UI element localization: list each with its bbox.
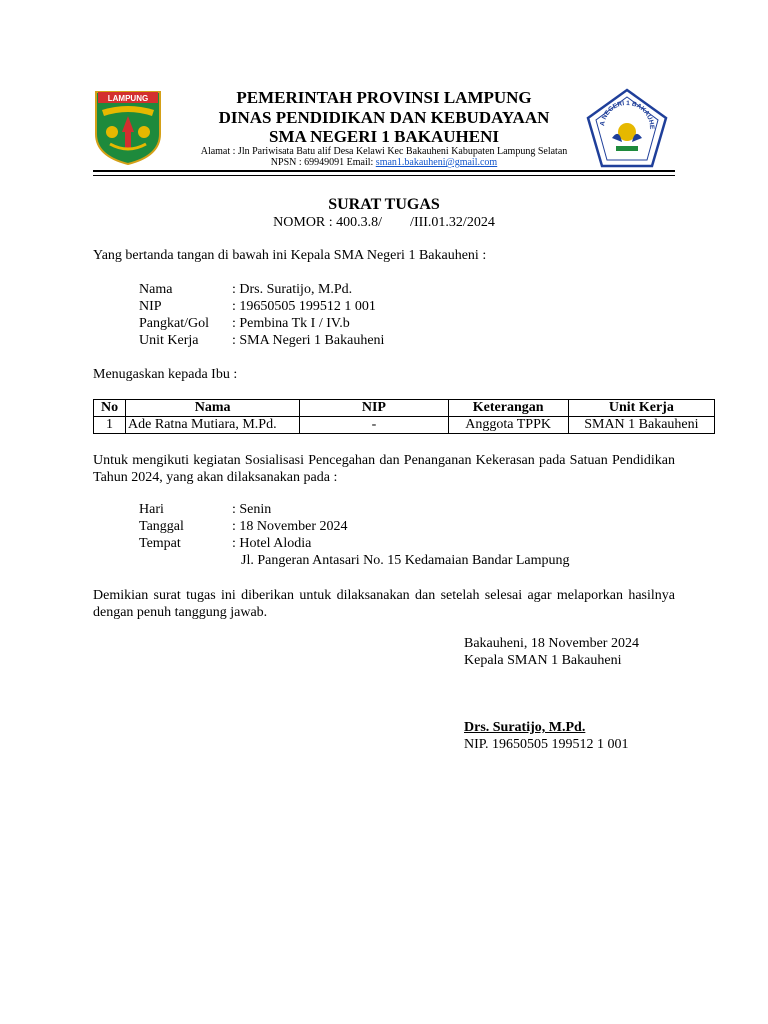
purpose-paragraph: Untuk mengikuti kegiatan Sosialisasi Pencegahan dan Penanganan Kekerasan pada Satuan Pendidikan Tahun 2024, yang akan dilaksanakan pada : — [93, 453, 675, 485]
event-date-value: : 18 November 2024 — [232, 519, 348, 534]
document-title: SURAT TUGAS — [328, 196, 440, 213]
table-header-row — [94, 400, 715, 417]
signature-position: Kepala SMAN 1 Bakauheni — [464, 653, 622, 668]
assignee-table — [93, 399, 715, 434]
cell-keterangan: Anggota TPPK — [448, 417, 568, 434]
header-address: Alamat : Jln Pariwisata Batu alif Desa Kelawi Kec Bakauheni Kabupaten Lampung Selatan — [200, 146, 568, 157]
header-government: PEMERINTAH PROVINSI LAMPUNG — [236, 88, 532, 107]
cell-nip: - — [300, 417, 448, 434]
header-divider-thin — [93, 175, 675, 176]
header-department: DINAS PENDIDIKAN DAN KEBUDAYAAN — [218, 108, 550, 127]
header-school-name: SMA NEGERI 1 BAKAUHENI — [268, 127, 499, 146]
signer-rank-value: : Pembina Tk I / IV.b — [232, 316, 350, 331]
header-divider-thick — [93, 170, 675, 172]
signature-place-date: Bakauheni, 18 November 2024 — [464, 636, 639, 651]
col-header-no: No — [94, 400, 126, 417]
table-row — [94, 417, 715, 434]
header-npsn-email — [174, 157, 594, 168]
col-header-nama: Nama — [126, 400, 300, 417]
lampung-emblem-text: LAMPUNG — [107, 94, 149, 103]
signature-name: Drs. Suratijo, M.Pd. — [464, 720, 586, 735]
event-date-label: Tanggal — [139, 519, 184, 534]
document-number: NOMOR : 400.3.8/ /III.01.32/2024 — [273, 215, 495, 230]
col-header-nip: NIP — [300, 400, 448, 417]
signer-name-label: Nama — [139, 282, 173, 297]
event-place-value: : Hotel Alodia — [232, 536, 312, 551]
signer-name-value: : Drs. Suratijo, M.Pd. — [232, 282, 353, 297]
col-header-keterangan: Keterangan — [448, 400, 568, 417]
cell-no: 1 — [94, 417, 126, 434]
event-place-label: Tempat — [139, 536, 181, 551]
event-day-label: Hari — [139, 502, 164, 517]
closing-paragraph: Demikian surat tugas ini diberikan untuk dilaksanakan dan setelah selesai agar melaporkan hasilnya dengan penuh tanggung jawab. — [93, 588, 675, 620]
signature-nip: NIP. 19650505 199512 1 001 — [464, 737, 629, 752]
signer-nip-label: NIP — [139, 299, 162, 314]
lampung-emblem-logo — [92, 88, 164, 166]
signer-unit-value: : SMA Negeri 1 Bakauheni — [232, 333, 385, 348]
intro-text: Yang bertanda tangan di bawah ini Kepala SMA Negeri 1 Bakauheni : — [93, 248, 487, 263]
school-logo-text: A NEGERI 1 BAKAUHE — [599, 99, 656, 130]
school-logo — [586, 88, 668, 168]
col-header-unit-kerja: Unit Kerja — [568, 400, 714, 417]
npsn-text: NPSN : 69949091 Email: — [270, 157, 376, 168]
cell-nama: Ade Ratna Mutiara, M.Pd. — [126, 417, 300, 434]
email-link[interactable]: sman1.bakauheni@gmail.com — [375, 157, 498, 168]
cell-unit-kerja: SMAN 1 Bakauheni — [568, 417, 714, 434]
event-day-value: : Senin — [232, 502, 272, 517]
signer-nip-value: : 19650505 199512 1 001 — [232, 299, 376, 314]
signer-rank-label: Pangkat/Gol — [139, 316, 209, 331]
assign-intro: Menugaskan kepada Ibu : — [93, 367, 238, 382]
signer-unit-label: Unit Kerja — [139, 333, 199, 348]
event-place-address: Jl. Pangeran Antasari No. 15 Kedamaian Bandar Lampung — [241, 553, 570, 568]
